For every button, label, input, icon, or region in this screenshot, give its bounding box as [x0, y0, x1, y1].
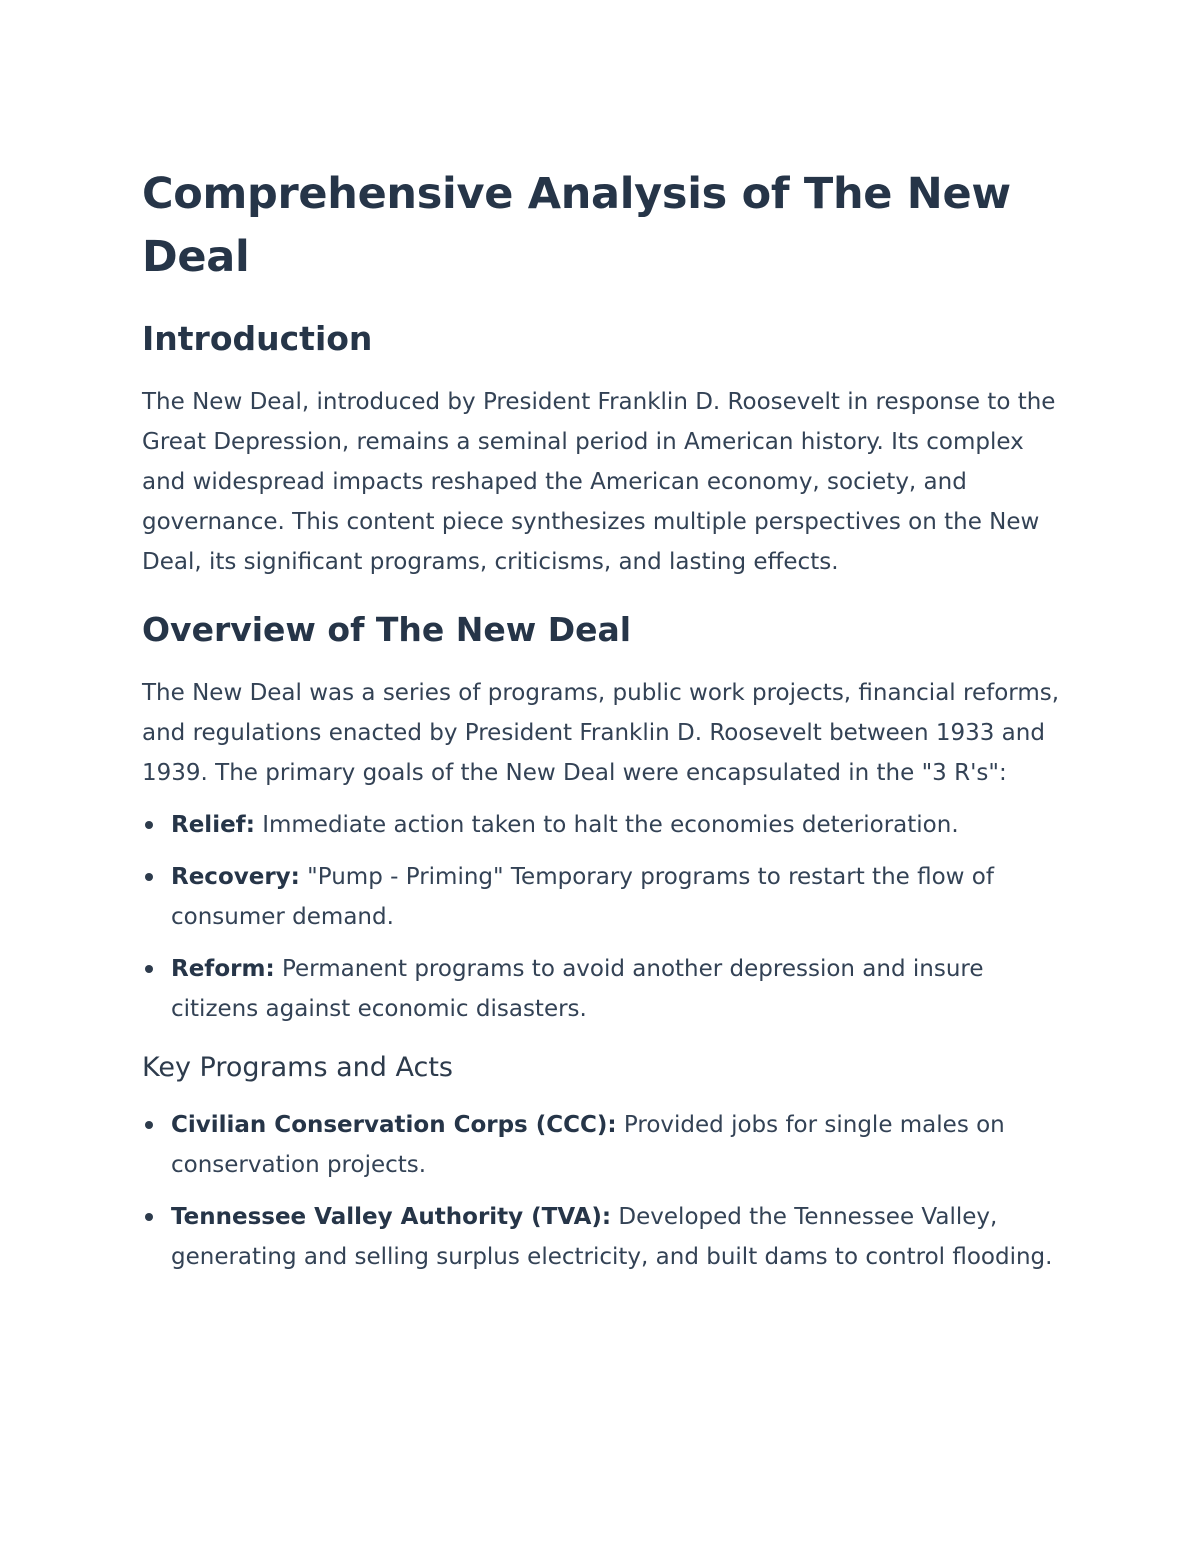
list-item-term: Recovery	[171, 864, 291, 890]
bullet-icon	[145, 965, 153, 973]
list-item-term: Relief	[171, 812, 246, 838]
list-item-text: Provided jobs for single males on conservation projects.	[171, 1112, 1005, 1178]
list-item-relief	[142, 805, 1072, 845]
list-item-separator: :	[265, 956, 275, 982]
list-item-term: Reform	[171, 956, 266, 982]
list-item-term: Tennessee Valley Authority (TVA)	[171, 1204, 602, 1230]
list-item-recovery	[142, 857, 1072, 937]
list-item-ccc	[142, 1105, 1072, 1185]
key-programs-list	[142, 1105, 1072, 1277]
list-item-term: Civilian Conservation Corps (CCC)	[171, 1112, 608, 1138]
list-item-text: "Pump - Priming" Temporary programs to restart the flow of consumer demand.	[171, 864, 994, 930]
document-title: Comprehensive Analysis of The New Deal	[142, 169, 1011, 282]
three-rs-list	[142, 805, 1072, 1029]
bullet-icon	[145, 821, 153, 829]
bullet-icon	[145, 1213, 153, 1221]
list-item-text: Immediate action taken to halt the economies deterioration.	[254, 812, 959, 838]
document-page	[142, 163, 1072, 1289]
list-item-separator: :	[601, 1204, 612, 1230]
bullet-icon	[145, 873, 153, 881]
list-item-separator: :	[290, 864, 300, 890]
introduction-paragraph: The New Deal, introduced by President Franklin D. Roosevelt in response to the Great Depression, remains a seminal period in American history. Its complex and widespread impacts reshaped the American economy, society, and governance. This content piece synthesizes multiple perspectives on the New Deal, its significant programs, criticisms, and lasting effects.	[142, 389, 1056, 575]
list-item-tva	[142, 1197, 1072, 1277]
list-item-separator: :	[245, 812, 255, 838]
bullet-icon	[145, 1121, 153, 1129]
list-item-reform	[142, 949, 1072, 1029]
key-programs-heading: Key Programs and Acts	[142, 1052, 453, 1083]
introduction-heading: Introduction	[142, 319, 373, 358]
overview-paragraph: The New Deal was a series of programs, public work projects, financial reforms, and regulations enacted by President Franklin D. Roosevelt between 1933 and 1939. The primary goals of the New Deal were encapsulated in the "3 R's":	[142, 680, 1060, 786]
overview-heading: Overview of The New Deal	[142, 610, 632, 649]
list-item-text: Developed the Tennessee Valley, generating and selling surplus electricity, and built dams to control flooding.	[171, 1204, 1053, 1270]
list-item-text: Permanent programs to avoid another depression and insure citizens against economic disasters.	[171, 956, 984, 1022]
list-item-separator: :	[607, 1112, 617, 1138]
